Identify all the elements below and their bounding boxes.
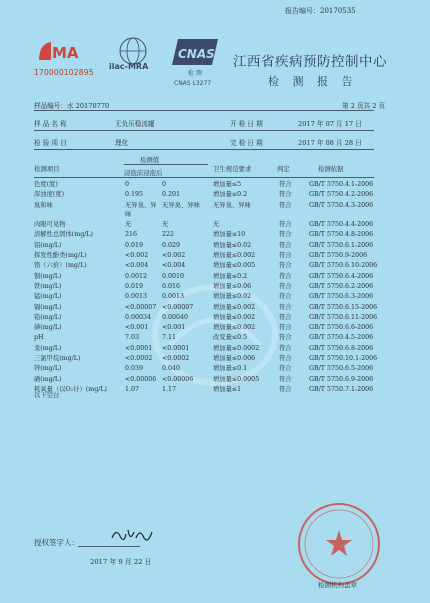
row-judgement: 符合 <box>279 231 292 239</box>
row-spec: 增加量≤0.002 <box>213 303 256 311</box>
row-value-after: <0.002 <box>162 252 186 260</box>
row-value-before: 0.0013 <box>125 293 148 301</box>
row-item: 挥发性酚类(mg/L) <box>34 252 87 260</box>
row-spec: 增加量≤10 <box>213 231 246 239</box>
row-basis: GB/T 5750.6.15-2006 <box>309 303 378 311</box>
row-spec: 增加量≤0.1 <box>213 365 248 373</box>
row-item: 铬（六价）(mg/L) <box>34 262 87 270</box>
row-basis: GB/T 5750.6.8-2006 <box>309 344 374 352</box>
row-basis: GB/T 5750.7.1-2006 <box>309 385 374 393</box>
row-judgement: 符合 <box>279 191 292 199</box>
row-item: 臭和味 <box>34 201 53 209</box>
row-judgement: 符合 <box>279 344 292 352</box>
row-judgement: 符合 <box>279 272 292 280</box>
header-judgement: 判定 <box>277 165 290 173</box>
row-value-after: 0.201 <box>162 191 181 199</box>
row-judgement: 符合 <box>279 313 292 321</box>
table-row <box>34 241 379 251</box>
row-judgement: 符合 <box>279 365 292 373</box>
table-row <box>34 282 379 292</box>
row-value-after: 222 <box>162 231 175 239</box>
row-value-before: 1.07 <box>125 385 140 393</box>
row-basis: GB/T 5750.6.1-2006 <box>309 241 374 249</box>
signature-date: 2017 年 9 月 22 日 <box>90 558 152 566</box>
row-value-before: 0.195 <box>125 191 144 199</box>
row-spec: 改变量≤0.5 <box>213 334 248 342</box>
row-value-before: 无异臭、异味 <box>125 201 157 219</box>
table-row <box>34 201 379 221</box>
row-value-after: <0.0002 <box>162 355 190 363</box>
report-number: 报告编号：20170535 <box>285 7 356 15</box>
svg-text:CMA: CMA <box>41 44 79 62</box>
row-value-after: 0 <box>162 181 167 188</box>
row-value-before: <0.004 <box>125 262 149 270</box>
row-value-before: <0.00007 <box>125 303 157 311</box>
row-value-after: 0.00040 <box>162 313 189 321</box>
row-basis: GB/T 5750.4.1-2006 <box>309 181 374 188</box>
row-judgement: 符合 <box>279 221 292 229</box>
row-item: 汞(mg/L) <box>34 344 62 352</box>
row-value-before: <0.0001 <box>125 344 153 352</box>
row-basis: GB/T 5750.6.11-2006 <box>309 313 378 321</box>
row-basis: GB/T 5750.4.8-2006 <box>309 231 374 239</box>
row-item: pH <box>34 334 44 342</box>
divider <box>124 164 208 165</box>
row-value-before: 0.039 <box>125 365 144 373</box>
row-judgement: 符合 <box>279 241 292 249</box>
table-row <box>34 344 379 354</box>
row-value-after: 0.016 <box>162 282 181 290</box>
row-basis: GB/T 5750.9-2006 <box>309 252 368 260</box>
row-basis: GB/T 5750.10.1-2006 <box>309 355 378 363</box>
row-item: 肉眼可见物 <box>34 221 66 229</box>
header-value-sub: 浸泡前浸泡后 <box>124 169 163 177</box>
row-spec: 增加量≤1 <box>213 385 242 393</box>
row-spec: 增加量≤0.0002 <box>213 344 260 352</box>
table-row <box>34 313 379 323</box>
row-value-before: 0 <box>125 181 130 188</box>
row-spec: 增加量≤0.06 <box>213 282 252 290</box>
row-value-before: 无 <box>125 221 132 229</box>
row-value-after: 0.0013 <box>162 293 185 301</box>
row-spec: 增加量≤0.02 <box>213 241 252 249</box>
row-judgement: 符合 <box>279 355 292 363</box>
row-value-after: 无 <box>162 221 169 229</box>
row-basis: GB/T 5750.4.5-2006 <box>309 334 374 342</box>
blank-note: 以下空白 <box>34 392 60 399</box>
row-value-after: <0.001 <box>162 324 186 332</box>
table-row <box>34 272 379 282</box>
row-value-before: 0.00034 <box>125 313 152 321</box>
handwritten-signature <box>108 524 156 548</box>
row-item: 浑浊度(度) <box>34 191 65 199</box>
row-spec: 增加量≤0.005 <box>213 262 256 270</box>
row-value-before: <0.002 <box>125 252 149 260</box>
row-basis: GB/T 5750.6.9-2006 <box>309 375 374 383</box>
row-item: 三氯甲烷(mg/L) <box>34 355 81 363</box>
row-basis: GB/T 5750.4.2-2006 <box>309 191 374 199</box>
start-date-label: 开 检 日 期 <box>230 120 263 128</box>
row-judgement: 符合 <box>279 385 292 393</box>
end-date-label: 完 检 日 期 <box>230 139 263 147</box>
cnas-logo <box>168 35 226 89</box>
row-spec: 增加量≤0.2 <box>213 191 248 199</box>
table-row <box>34 354 379 364</box>
table-row <box>34 375 379 385</box>
table-row <box>34 333 379 343</box>
sample-name-value: 无负压稳流罐 <box>115 120 155 128</box>
row-judgement: 符合 <box>279 324 292 332</box>
row-value-after: 0.029 <box>162 241 181 249</box>
row-basis: GB/T 5750.6.4-2006 <box>309 272 374 280</box>
row-spec: 增加量≤0.2 <box>213 272 248 280</box>
row-judgement: 符合 <box>279 262 292 270</box>
table-row <box>34 323 379 333</box>
row-value-before: 7.03 <box>125 334 140 342</box>
svg-text:CNAS L3277: CNAS L3277 <box>174 80 212 87</box>
institution-name: 江西省疾病预防控制中心 <box>233 54 387 70</box>
row-basis: GB/T 5750.6.5-2006 <box>309 365 374 373</box>
row-value-before: 0.019 <box>125 241 144 249</box>
test-items-label: 检 验 项 目 <box>34 139 67 147</box>
ilac-mra-logo <box>106 35 162 75</box>
row-judgement: 符合 <box>279 334 292 342</box>
start-date-value: 2017 年 07 月 17 日 <box>298 120 362 128</box>
row-basis: GB/T 5750.6.6-2006 <box>309 324 374 332</box>
row-value-before: 0.019 <box>125 282 144 290</box>
row-basis: GB/T 5750.4.3-2006 <box>309 201 374 209</box>
row-value-before: <0.0002 <box>125 355 153 363</box>
row-judgement: 符合 <box>279 303 292 311</box>
row-value-before: <0.00006 <box>125 375 157 383</box>
row-judgement: 符合 <box>279 252 292 260</box>
report-title: 检 测 报 告 <box>268 75 358 88</box>
row-item: 铁(mg/L) <box>34 282 62 290</box>
row-item: 铅(mg/L) <box>34 313 62 321</box>
svg-text:ilac-MRA: ilac-MRA <box>109 62 149 71</box>
results-table <box>34 180 379 395</box>
table-row <box>34 303 379 313</box>
svg-text:检 测: 检 测 <box>188 70 202 77</box>
stamp-label: 检测机构盖章 <box>318 581 357 589</box>
row-value-after: 7.11 <box>162 334 177 342</box>
header-item: 检测项目 <box>34 165 60 173</box>
row-item: 耗氧量（以O₂计）(mg/L) <box>34 385 107 393</box>
divider <box>34 110 374 111</box>
sample-number: 样品编号：水 20170770 <box>34 102 110 110</box>
row-spec: 增加量≤0.006 <box>213 355 256 363</box>
row-spec: 无 <box>213 221 220 229</box>
row-judgement: 符合 <box>279 201 292 209</box>
row-judgement: 符合 <box>279 181 292 188</box>
table-row <box>34 292 379 302</box>
row-value-after: <0.0001 <box>162 344 190 352</box>
table-row <box>34 385 379 395</box>
divider <box>34 130 374 131</box>
row-value-after: 0.040 <box>162 365 181 373</box>
divider <box>34 149 374 150</box>
table-row <box>34 251 379 261</box>
row-spec: 增加量≤5 <box>213 181 242 188</box>
official-stamp-icon <box>290 500 388 588</box>
header-basis: 检测依据 <box>318 165 344 173</box>
row-value-before: 0.0012 <box>125 272 148 280</box>
row-value-before: 216 <box>125 231 138 239</box>
sample-name-label: 样 品 名 称 <box>34 120 67 128</box>
table-row <box>34 261 379 271</box>
row-value-after: 1.17 <box>162 385 177 393</box>
row-value-after: 0.0010 <box>162 272 185 280</box>
row-spec: 增加量≤0.002 <box>213 324 256 332</box>
row-item: 铜(mg/L) <box>34 272 62 280</box>
row-basis: GB/T 5750.6.10-2006 <box>309 262 378 270</box>
row-item: 溶解性总固体(mg/L) <box>34 231 93 239</box>
row-value-after: <0.004 <box>162 262 186 270</box>
svg-text:CNAS: CNAS <box>178 47 215 61</box>
row-basis: GB/T 5750.6.3-2006 <box>309 293 374 301</box>
row-judgement: 符合 <box>279 293 292 301</box>
row-judgement: 符合 <box>279 375 292 383</box>
row-value-before: <0.001 <box>125 324 149 332</box>
table-row <box>34 190 379 200</box>
row-spec: 增加量≤0.0005 <box>213 375 260 383</box>
header-spec: 卫生规范要求 <box>213 165 252 173</box>
row-value-after: 无异臭、异味 <box>162 201 200 209</box>
row-spec: 增加量≤0.02 <box>213 293 252 301</box>
table-row <box>34 230 379 240</box>
row-spec: 无异臭、异味 <box>213 201 251 209</box>
table-row <box>34 364 379 374</box>
row-item: 锌(mg/L) <box>34 365 62 373</box>
row-spec: 增加量≤0.002 <box>213 252 256 260</box>
cma-code: 170000102895 <box>34 68 94 77</box>
row-item: 锰(mg/L) <box>34 293 62 301</box>
page-number: 第 2 页共 2 页 <box>342 102 386 110</box>
signer-label: 授权签字人： <box>34 538 79 547</box>
row-basis: GB/T 5750.4.4-2006 <box>309 221 374 229</box>
row-basis: GB/T 5750.6.2-2006 <box>309 282 374 290</box>
cma-logo <box>37 38 79 64</box>
row-item: 色度(度) <box>34 181 58 188</box>
row-item: 铝(mg/L) <box>34 241 62 249</box>
end-date-value: 2017 年 08 月 28 日 <box>298 139 362 147</box>
divider <box>34 177 374 178</box>
test-items-value: 理化 <box>115 139 129 147</box>
row-item: 硒(mg/L) <box>34 375 62 383</box>
row-item: 砷(mg/L) <box>34 324 62 332</box>
row-spec: 增加量≤0.002 <box>213 313 256 321</box>
header-value: 检测值 <box>140 156 160 164</box>
table-row <box>34 180 379 190</box>
row-value-after: <0.00006 <box>162 375 194 383</box>
row-judgement: 符合 <box>279 282 292 290</box>
row-value-after: <0.00007 <box>162 303 194 311</box>
table-row <box>34 220 379 230</box>
row-item: 镉(mg/L) <box>34 303 62 311</box>
